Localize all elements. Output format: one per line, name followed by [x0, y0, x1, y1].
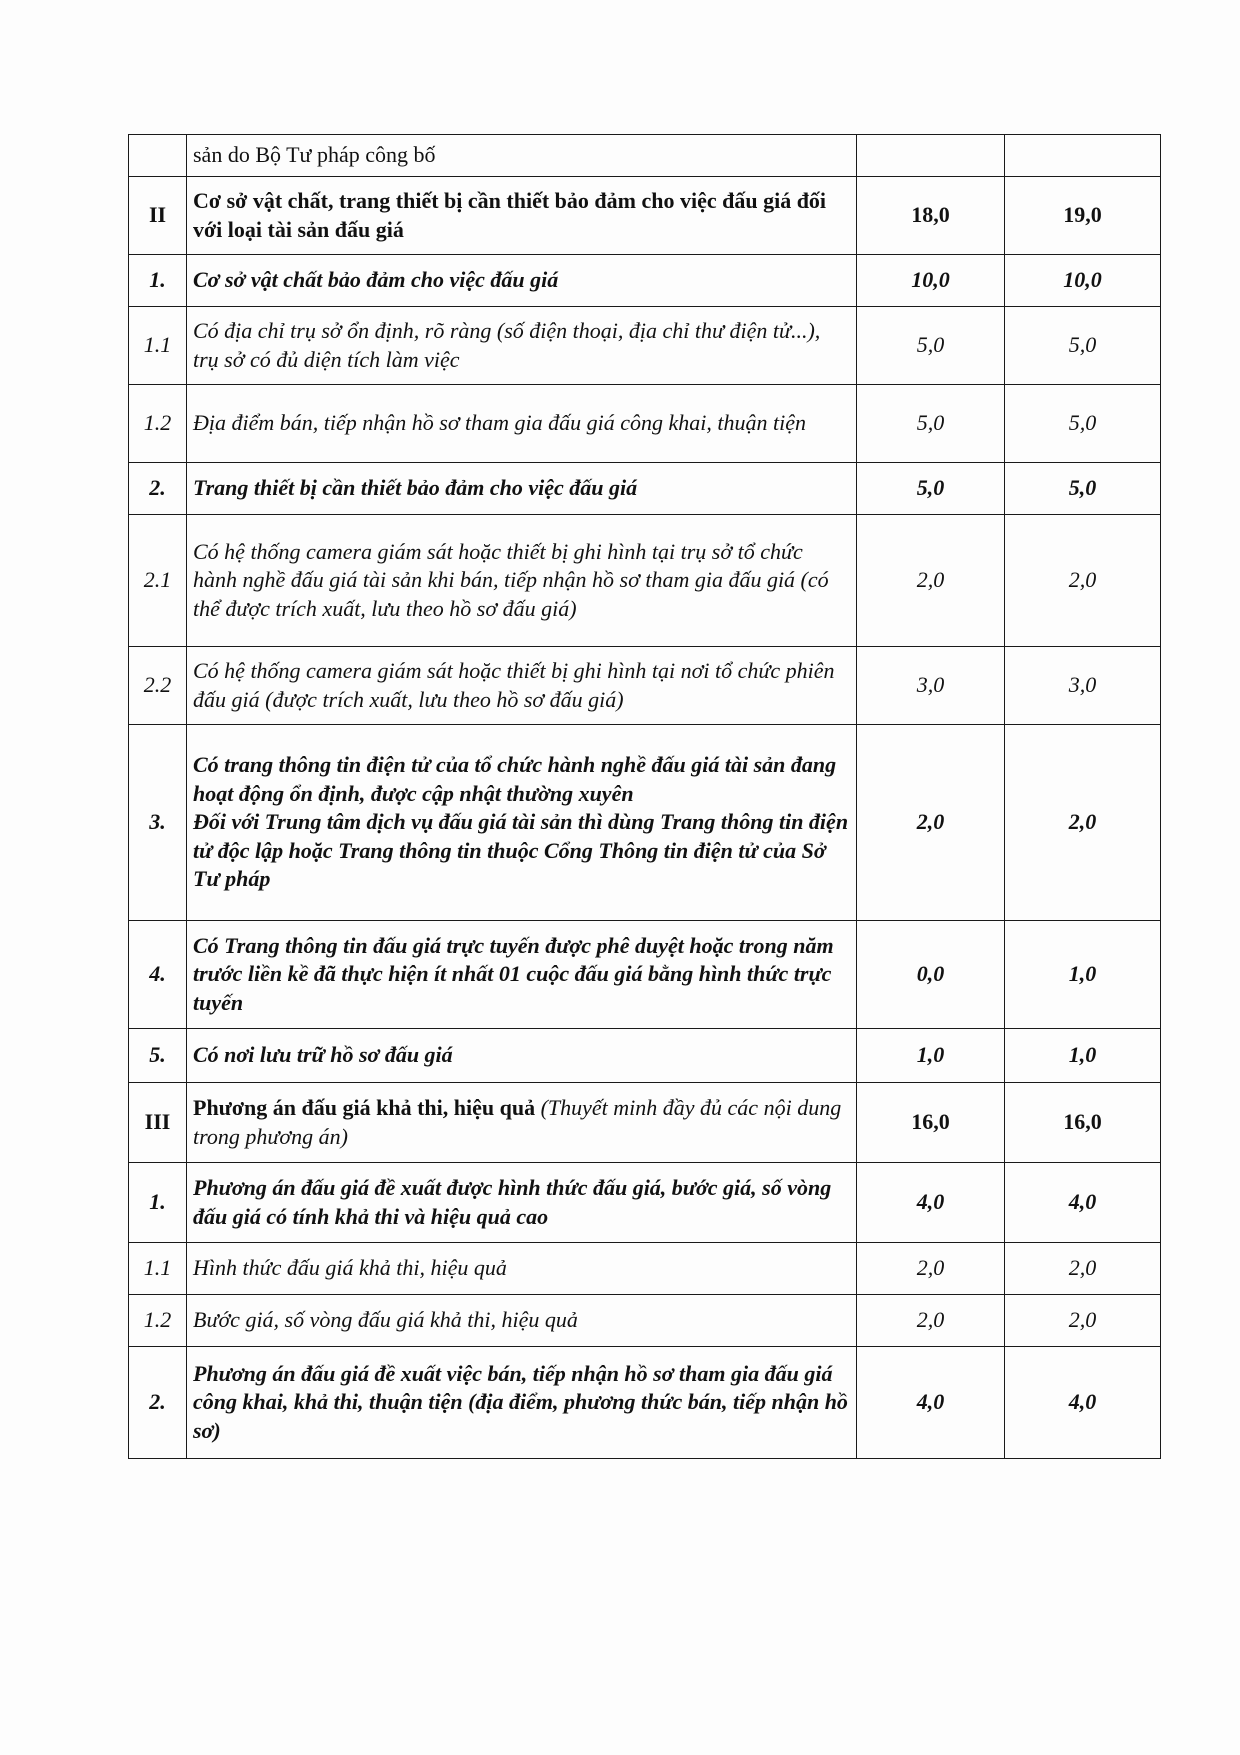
awarded-score: 2,0	[1005, 515, 1161, 647]
max-score: 5,0	[857, 463, 1005, 515]
awarded-score: 19,0	[1005, 177, 1161, 255]
row-index: 1.1	[129, 307, 187, 385]
criterion-text: Có Trang thông tin đấu giá trực tuyến được phê duyệt hoặc trong năm trước liền kề đã thực hiện ít nhất 01 cuộc đấu giá bằng hình thức trực tuyến	[187, 921, 857, 1029]
max-score	[857, 135, 1005, 177]
table-row	[129, 385, 1161, 463]
row-index: III	[129, 1083, 187, 1163]
criterion-text	[187, 725, 857, 921]
max-score: 0,0	[857, 921, 1005, 1029]
table-row	[129, 135, 1161, 177]
row-index: 4.	[129, 921, 187, 1029]
max-score: 16,0	[857, 1083, 1005, 1163]
criterion-text-note: Đối với Trung tâm dịch vụ đấu giá tài sản thì dùng Trang thông tin điện tử độc lập hoặc Trang thông tin thuộc Cổng Thông tin điện tử của Sở Tư pháp	[193, 809, 849, 892]
criterion-text: Có địa chỉ trụ sở ổn định, rõ ràng (số điện thoại, địa chỉ thư điện tử...), trụ sở có đủ diện tích làm việc	[187, 307, 857, 385]
table-row	[129, 725, 1161, 921]
awarded-score: 4,0	[1005, 1163, 1161, 1243]
row-index: II	[129, 177, 187, 255]
awarded-score: 5,0	[1005, 463, 1161, 515]
scoring-table	[128, 134, 1161, 1459]
awarded-score: 1,0	[1005, 921, 1161, 1029]
criterion-text: Cơ sở vật chất bảo đảm cho việc đấu giá	[187, 255, 857, 307]
row-index: 2.2	[129, 647, 187, 725]
criterion-text-main: Phương án đấu giá khả thi, hiệu quả	[193, 1094, 536, 1120]
criterion-text: Có hệ thống camera giám sát hoặc thiết bị ghi hình tại nơi tổ chức phiên đấu giá (được trích xuất, lưu theo hồ sơ đấu giá)	[187, 647, 857, 725]
table-row	[129, 515, 1161, 647]
row-index: 3.	[129, 725, 187, 921]
max-score: 5,0	[857, 385, 1005, 463]
criterion-text: Phương án đấu giá đề xuất việc bán, tiếp nhận hồ sơ tham gia đấu giá công khai, khả thi, thuận tiện (địa điểm, phương thức bán, tiếp nhận hồ sơ)	[187, 1347, 857, 1459]
row-index: 1.1	[129, 1243, 187, 1295]
awarded-score: 4,0	[1005, 1347, 1161, 1459]
table-row	[129, 255, 1161, 307]
row-index: 2.	[129, 463, 187, 515]
max-score: 10,0	[857, 255, 1005, 307]
row-index: 1.	[129, 1163, 187, 1243]
awarded-score: 10,0	[1005, 255, 1161, 307]
awarded-score: 3,0	[1005, 647, 1161, 725]
table-row	[129, 1083, 1161, 1163]
criterion-text: Hình thức đấu giá khả thi, hiệu quả	[187, 1243, 857, 1295]
table-row	[129, 463, 1161, 515]
awarded-score	[1005, 135, 1161, 177]
awarded-score: 2,0	[1005, 725, 1161, 921]
max-score: 4,0	[857, 1347, 1005, 1459]
max-score: 2,0	[857, 1243, 1005, 1295]
table-row	[129, 1163, 1161, 1243]
criterion-text: Trang thiết bị cần thiết bảo đảm cho việc đấu giá	[187, 463, 857, 515]
awarded-score: 2,0	[1005, 1243, 1161, 1295]
criterion-text-note: (Thuyết minh đầy đủ các nội dung trong phương án)	[193, 1094, 842, 1149]
criterion-text: Cơ sở vật chất, trang thiết bị cần thiết bảo đảm cho việc đấu giá đối với loại tài sản đấu giá	[187, 177, 857, 255]
row-index: 1.2	[129, 1295, 187, 1347]
awarded-score: 1,0	[1005, 1029, 1161, 1083]
criterion-text: Có nơi lưu trữ hồ sơ đấu giá	[187, 1029, 857, 1083]
max-score: 5,0	[857, 307, 1005, 385]
criterion-text: Địa điểm bán, tiếp nhận hồ sơ tham gia đấu giá công khai, thuận tiện	[187, 385, 857, 463]
table-row	[129, 921, 1161, 1029]
max-score: 2,0	[857, 515, 1005, 647]
row-index: 2.	[129, 1347, 187, 1459]
criterion-text: sản do Bộ Tư pháp công bố	[187, 135, 857, 177]
row-index: 2.1	[129, 515, 187, 647]
table-row	[129, 1243, 1161, 1295]
row-index: 1.	[129, 255, 187, 307]
max-score: 4,0	[857, 1163, 1005, 1243]
row-index: 5.	[129, 1029, 187, 1083]
max-score: 1,0	[857, 1029, 1005, 1083]
table-row	[129, 1029, 1161, 1083]
criterion-text-main: Có trang thông tin điện tử của tổ chức hành nghề đấu giá tài sản đang hoạt động ổn định, được cập nhật thường xuyên	[193, 752, 837, 806]
row-index: 1.2	[129, 385, 187, 463]
max-score: 18,0	[857, 177, 1005, 255]
max-score: 3,0	[857, 647, 1005, 725]
awarded-score: 5,0	[1005, 385, 1161, 463]
awarded-score: 16,0	[1005, 1083, 1161, 1163]
table-row	[129, 647, 1161, 725]
table-row	[129, 177, 1161, 255]
table-row	[129, 1347, 1161, 1459]
criterion-text: Phương án đấu giá đề xuất được hình thức đấu giá, bước giá, số vòng đấu giá có tính khả thi và hiệu quả cao	[187, 1163, 857, 1243]
max-score: 2,0	[857, 1295, 1005, 1347]
criterion-text: Có hệ thống camera giám sát hoặc thiết bị ghi hình tại trụ sở tổ chức hành nghề đấu giá tài sản khi bán, tiếp nhận hồ sơ tham gia đấu giá (có thể được trích xuất, lưu theo hồ sơ đấu giá)	[187, 515, 857, 647]
criterion-text	[187, 1083, 857, 1163]
awarded-score: 2,0	[1005, 1295, 1161, 1347]
row-index	[129, 135, 187, 177]
criterion-text: Bước giá, số vòng đấu giá khả thi, hiệu quả	[187, 1295, 857, 1347]
table-row	[129, 1295, 1161, 1347]
table-row	[129, 307, 1161, 385]
awarded-score: 5,0	[1005, 307, 1161, 385]
max-score: 2,0	[857, 725, 1005, 921]
